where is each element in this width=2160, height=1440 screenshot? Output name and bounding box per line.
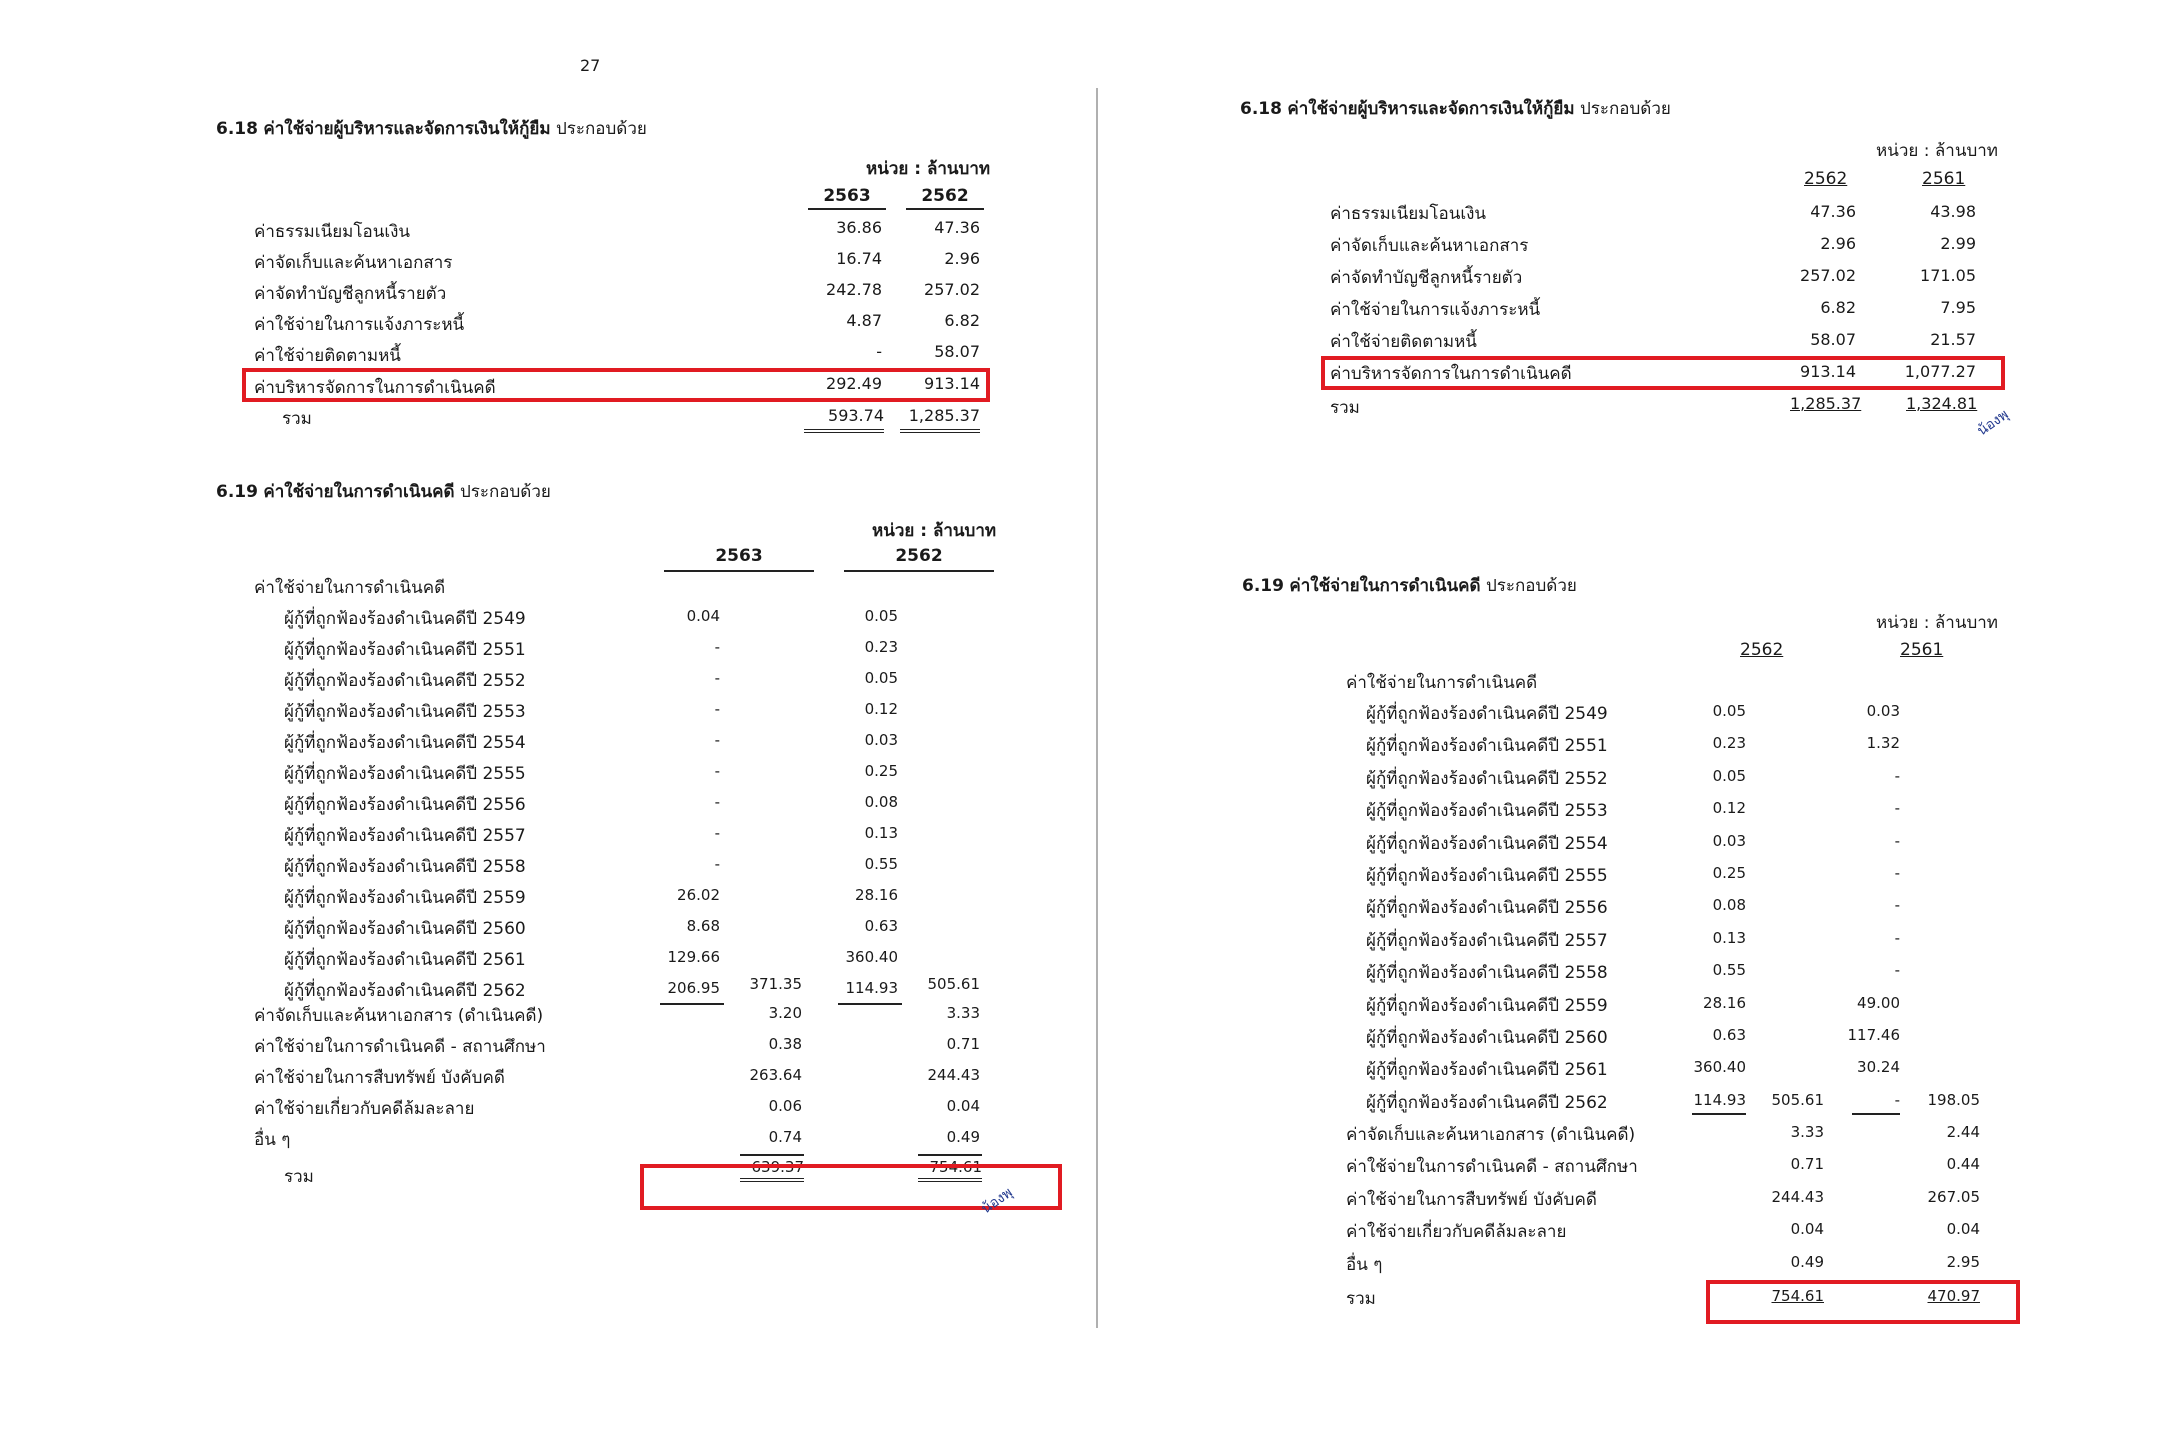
table-cell-2563: 4.87 (846, 311, 882, 330)
table-cell-2561: 21.57 (1930, 330, 1976, 349)
subtotal-underline (1852, 1113, 1900, 1115)
sub-cell-2563: 206.95 (667, 979, 720, 997)
table-cell-2563: 16.74 (836, 249, 882, 268)
handwritten-signature: น้องพุ (1974, 406, 2012, 440)
sub-cell-2562: 0.12 (1712, 799, 1746, 818)
column-header-2562: 2562 (844, 546, 994, 572)
table-row-label: ค่าใช้จ่ายในการแจ้งภาระหนี้ (1330, 300, 1541, 320)
sub-cell-2561: 117.46 (1847, 1026, 1900, 1044)
sub-row-label: ผู้กู้ที่ถูกฟ้องร้องดำเนินคดีปี 2558 (284, 857, 526, 877)
table-row-label: ค่าใช้จ่ายติดตามหนี้ (254, 346, 401, 366)
table-row-label: ค่าจัดเก็บและค้นหาเอกสาร (ดำเนินคดี) (254, 1006, 544, 1026)
sub-cell-2562: 0.25 (1712, 864, 1746, 882)
table-row-label: ค่าใช้จ่ายในการดำเนินคดี - สถานศึกษา (1346, 1157, 1638, 1178)
sub-row-label: ผู้กู้ที่ถูกฟ้องร้องดำเนินคดีปี 2559 (1366, 995, 1608, 1016)
sub-cell-2563: 8.68 (686, 917, 720, 935)
sub-row-label: ผู้กู้ที่ถูกฟ้องร้องดำเนินคดีปี 2562 (284, 981, 526, 1001)
table-cell-2563: 0.74 (768, 1128, 802, 1146)
section-6-18-title (216, 115, 647, 142)
sub-cell-2563: - (714, 762, 720, 780)
sub-cell-2563: - (714, 824, 720, 842)
table-cell-2562: 244.43 (1771, 1187, 1824, 1206)
subtotal-underline (1692, 1113, 1746, 1115)
sub-cell-2562: 0.25 (864, 762, 898, 780)
table-cell-2563: 3.20 (768, 1004, 802, 1022)
sub-cell-2562: 0.08 (864, 793, 898, 811)
column-header-2561: 2561 (1900, 640, 1944, 660)
highlight-box-6-18-left (242, 368, 990, 402)
sub-row-label: ผู้กู้ที่ถูกฟ้องร้องดำเนินคดีปี 2560 (1366, 1028, 1608, 1048)
sub-cell-2562: 360.40 (1693, 1058, 1746, 1077)
table-cell-2562: 0.04 (1790, 1220, 1824, 1239)
table-cell-2563: 0.06 (768, 1097, 802, 1115)
table-cell-2563: 292.49 (826, 374, 882, 393)
sub-cell-2562: 0.23 (1712, 734, 1746, 753)
table-row-label: ค่าจัดเก็บและค้นหาเอกสาร (254, 253, 453, 273)
total-label: รวม (282, 409, 312, 429)
sub-row-label: ผู้กู้ที่ถูกฟ้องร้องดำเนินคดีปี 2559 (284, 888, 526, 908)
sub-row-label: ผู้กู้ที่ถูกฟ้องร้องดำเนินคดีปี 2549 (1366, 704, 1608, 724)
sub-cell-2561: - (1894, 896, 1900, 915)
column-header-2562: 2562 (1804, 169, 1848, 189)
section-heading: ค่าใช้จ่ายผู้บริหารและจัดการเงินให้กู้ยืม (1287, 99, 1575, 119)
table-cell-2562: 6.82 (944, 311, 980, 330)
section-suffix: ประกอบด้วย (1579, 99, 1671, 119)
table-cell-2561: 2.99 (1940, 234, 1976, 253)
sub-cell-2562: 0.13 (864, 824, 898, 842)
table-cell-2561: 171.05 (1920, 266, 1976, 285)
table-cell-2562: 913.14 (1800, 362, 1856, 381)
sub-cell-2561: - (1894, 1090, 1900, 1109)
sub-row-label: ผู้กู้ที่ถูกฟ้องร้องดำเนินคดีปี 2554 (284, 733, 526, 753)
total-2563: 593.74 (804, 400, 884, 433)
sub-row-label: ผู้กู้ที่ถูกฟ้องร้องดำเนินคดีปี 2561 (1366, 1060, 1608, 1081)
sub-row-label: ผู้กู้ที่ถูกฟ้องร้องดำเนินคดีปี 2551 (284, 640, 526, 660)
sub-row-label: ผู้กู้ที่ถูกฟ้องร้องดำเนินคดีปี 2549 (284, 609, 526, 629)
section-suffix: ประกอบด้วย (555, 119, 647, 139)
sub-cell-2561: - (1894, 864, 1900, 882)
table-row-label: อื่น ๆ (1346, 1254, 1383, 1275)
page-number: 27 (580, 56, 601, 75)
sub-cell-2562: 360.40 (845, 948, 898, 966)
highlight-box-6-19-right (1706, 1280, 2020, 1324)
sub-cell-2562: 0.55 (1712, 961, 1746, 980)
table-cell-2563: 263.64 (749, 1066, 802, 1084)
sub-row-label: ผู้กู้ที่ถูกฟ้องร้องดำเนินคดีปี 2551 (1366, 736, 1608, 757)
table-row-label: ค่าจัดเก็บและค้นหาเอกสาร (ดำเนินคดี) (1346, 1125, 1636, 1145)
subtotal-2562: 505.61 (927, 975, 980, 993)
subtotal-2563: 371.35 (749, 975, 802, 993)
table-cell-2562: 913.14 (924, 374, 980, 393)
sub-cell-2563: - (714, 855, 720, 873)
section-suffix: ประกอบด้วย (1485, 576, 1577, 596)
page-divider (1096, 88, 1098, 1328)
sub-row-label: ผู้กู้ที่ถูกฟ้องร้องดำเนินคดีปี 2556 (1366, 898, 1608, 919)
total-2561: 1,324.81 (1906, 394, 1978, 413)
sub-cell-2561: - (1894, 928, 1900, 947)
table-row-label: ค่าใช้จ่ายเกี่ยวกับคดีล้มละลาย (254, 1099, 475, 1119)
subtotal-2561: 198.05 (1927, 1090, 1980, 1109)
sub-row-label: ผู้กู้ที่ถูกฟ้องร้องดำเนินคดีปี 2552 (284, 671, 526, 691)
sub-row-label: ผู้กู้ที่ถูกฟ้องร้องดำเนินคดีปี 2558 (1366, 963, 1608, 984)
table-cell-2562: 3.33 (1790, 1123, 1824, 1141)
sub-cell-2562: 28.16 (1703, 993, 1746, 1012)
section-6-19-title (1242, 572, 1577, 599)
total-2562: 1,285.37 (900, 400, 980, 433)
sub-row-label: ผู้กู้ที่ถูกฟ้องร้องดำเนินคดีปี 2557 (1366, 930, 1608, 951)
sub-cell-2562: 0.05 (1712, 766, 1746, 785)
table-row-label: ค่าจัดทำบัญชีลูกหนี้รายตัว (254, 284, 447, 304)
section-heading: ค่าใช้จ่ายผู้บริหารและจัดการเงินให้กู้ยืม (263, 119, 551, 139)
sub-row-label: ผู้กู้ที่ถูกฟ้องร้องดำเนินคดีปี 2553 (1366, 801, 1608, 822)
sub-cell-2561: 0.03 (1866, 702, 1900, 720)
sub-row-label: ผู้กู้ที่ถูกฟ้องร้องดำเนินคดีปี 2560 (284, 919, 526, 939)
sub-row-label: ผู้กู้ที่ถูกฟ้องร้องดำเนินคดีปี 2554 (1366, 833, 1608, 854)
table-row-label: ค่าจัดเก็บและค้นหาเอกสาร (1330, 236, 1529, 256)
subtotal-2562: 505.61 (1771, 1090, 1824, 1109)
sub-row-label: ผู้กู้ที่ถูกฟ้องร้องดำเนินคดีปี 2562 (1366, 1092, 1608, 1113)
table-cell-2562: 3.33 (946, 1004, 980, 1022)
sub-cell-2563: - (714, 793, 720, 811)
sub-cell-2563: 0.04 (686, 607, 720, 625)
subtotal-underline (838, 1003, 902, 1005)
sub-cell-2561: - (1894, 799, 1900, 818)
table-row-label: ค่าใช้จ่ายในการแจ้งภาระหนี้ (254, 315, 465, 335)
column-header-2563: 2563 (664, 546, 814, 572)
subtotal-underline (660, 1003, 724, 1005)
sub-cell-2562: 0.05 (864, 669, 898, 687)
sub-row-label: ผู้กู้ที่ถูกฟ้องร้องดำเนินคดีปี 2556 (284, 795, 526, 815)
table-cell-2562: 0.49 (1790, 1252, 1824, 1271)
table-row-label: ค่าใช้จ่ายในการดำเนินคดี - สถานศึกษา (254, 1037, 546, 1057)
sub-cell-2563: - (714, 700, 720, 718)
sub-cell-2562: 28.16 (855, 886, 898, 904)
sub-cell-2562: 0.08 (1712, 896, 1746, 915)
table-row-label: ค่าบริหารจัดการในการดำเนินคดี (254, 378, 496, 398)
total-label: รวม (284, 1167, 314, 1187)
section-number: 6.19 (216, 482, 258, 502)
sub-cell-2562: 0.63 (1712, 1026, 1746, 1044)
sub-cell-2562: 0.55 (864, 855, 898, 873)
table-cell-2562: 0.71 (946, 1035, 980, 1053)
total-label: รวม (1330, 398, 1360, 418)
total-2562: 754.61 (918, 1154, 982, 1182)
total-2561: 470.97 (1927, 1287, 1980, 1305)
table-cell-2563: 0.38 (768, 1035, 802, 1053)
sub-cell-2561: 49.00 (1857, 993, 1900, 1012)
sub-cell-2562: 0.03 (1712, 831, 1746, 850)
unit-label: หน่วย : ล้านบาท (1876, 141, 1998, 161)
table-cell-2562: 2.96 (944, 249, 980, 268)
section-number: 6.18 (1240, 99, 1282, 119)
sub-cell-2562: 0.05 (864, 607, 898, 625)
column-header-2561: 2561 (1922, 169, 1966, 189)
table-cell-2561: 43.98 (1930, 202, 1976, 221)
table-cell-2562: 0.71 (1790, 1155, 1824, 1174)
table-cell-2562: 257.02 (924, 280, 980, 299)
sub-cell-2562: 0.12 (864, 700, 898, 718)
sub-cell-2562: 114.93 (1693, 1090, 1746, 1109)
table-cell-2562: 0.04 (946, 1097, 980, 1115)
section-6-19-title (216, 478, 551, 505)
total-2562: 754.61 (1771, 1287, 1824, 1305)
table-row-label: ค่าบริหารจัดการในการดำเนินคดี (1330, 364, 1572, 384)
sub-row-label: ผู้กู้ที่ถูกฟ้องร้องดำเนินคดีปี 2552 (1366, 768, 1608, 789)
total-2563: 639.37 (740, 1154, 804, 1182)
table-row-label: อื่น ๆ (254, 1130, 291, 1150)
sub-cell-2561: 1.32 (1866, 734, 1900, 753)
table-row-label: ค่าจัดทำบัญชีลูกหนี้รายตัว (1330, 268, 1523, 288)
column-header-2563: 2563 (808, 186, 886, 210)
table-cell-2561: 0.44 (1946, 1155, 1980, 1174)
group-label: ค่าใช้จ่ายในการดำเนินคดี (254, 578, 446, 598)
table-cell-2562: 58.07 (1810, 330, 1856, 349)
sub-row-label: ผู้กู้ที่ถูกฟ้องร้องดำเนินคดีปี 2557 (284, 826, 526, 846)
sub-cell-2561: - (1894, 766, 1900, 785)
table-cell-2561: 1,077.27 (1904, 362, 1976, 381)
table-row-label: ค่าใช้จ่ายติดตามหนี้ (1330, 332, 1477, 352)
sub-cell-2563: 129.66 (667, 948, 720, 966)
sub-cell-2561: 30.24 (1857, 1058, 1900, 1077)
table-cell-2562: 58.07 (934, 342, 980, 361)
sub-cell-2562: 0.05 (1712, 702, 1746, 720)
table-cell-2561: 2.95 (1946, 1252, 1980, 1271)
table-row-label: ค่าใช้จ่ายในการสืบทรัพย์ บังคับคดี (1346, 1189, 1597, 1210)
sub-cell-2562: 0.63 (864, 917, 898, 935)
section-number: 6.19 (1242, 576, 1284, 596)
table-row-label: ค่าธรรมเนียมโอนเงิน (254, 222, 411, 242)
table-cell-2563: 36.86 (836, 218, 882, 237)
sub-cell-2562: 0.13 (1712, 928, 1746, 947)
handwritten-signature: น้องพุ (978, 1184, 1016, 1218)
table-cell-2561: 2.44 (1946, 1123, 1980, 1141)
table-cell-2562: 47.36 (1810, 202, 1856, 221)
sub-cell-2563: - (714, 731, 720, 749)
table-cell-2563: - (876, 342, 882, 361)
sub-row-label: ผู้กู้ที่ถูกฟ้องร้องดำเนินคดีปี 2555 (284, 764, 526, 784)
section-number: 6.18 (216, 119, 258, 139)
total-label: รวม (1346, 1289, 1376, 1309)
sub-cell-2563: 26.02 (677, 886, 720, 904)
column-header-2562: 2562 (906, 186, 984, 210)
sub-row-label: ผู้กู้ที่ถูกฟ้องร้องดำเนินคดีปี 2553 (284, 702, 526, 722)
highlight-box-6-18-right (1321, 356, 2005, 390)
table-cell-2562: 257.02 (1800, 266, 1856, 285)
section-6-18-title (1240, 95, 1671, 122)
sub-cell-2563: - (714, 638, 720, 656)
sub-row-label: ผู้กู้ที่ถูกฟ้องร้องดำเนินคดีปี 2555 (1366, 866, 1608, 886)
sub-cell-2562: 0.03 (864, 731, 898, 749)
sub-cell-2561: - (1894, 961, 1900, 980)
table-cell-2562: 0.49 (946, 1128, 980, 1146)
total-2562: 1,285.37 (1790, 394, 1862, 413)
unit-label: หน่วย : ล้านบาท (1876, 613, 1998, 633)
group-label: ค่าใช้จ่ายในการดำเนินคดี (1346, 673, 1538, 693)
table-row-label: ค่าใช้จ่ายในการสืบทรัพย์ บังคับคดี (254, 1068, 505, 1088)
sub-row-label: ผู้กู้ที่ถูกฟ้องร้องดำเนินคดีปี 2561 (284, 950, 526, 970)
table-cell-2562: 47.36 (934, 218, 980, 237)
table-cell-2562: 2.96 (1820, 234, 1856, 253)
table-row-label: ค่าใช้จ่ายเกี่ยวกับคดีล้มละลาย (1346, 1222, 1567, 1243)
column-header-2562: 2562 (1740, 640, 1784, 660)
section-heading: ค่าใช้จ่ายในการดำเนินคดี (1289, 576, 1481, 596)
sub-cell-2561: - (1894, 831, 1900, 850)
table-cell-2562: 6.82 (1820, 298, 1856, 317)
table-cell-2562: 244.43 (927, 1066, 980, 1084)
sub-cell-2562: 0.23 (864, 638, 898, 656)
section-suffix: ประกอบด้วย (459, 482, 551, 502)
unit-label: หน่วย : ล้านบาท (866, 159, 991, 179)
unit-label: หน่วย : ล้านบาท (872, 521, 997, 541)
sub-cell-2563: - (714, 669, 720, 687)
table-row-label: ค่าธรรมเนียมโอนเงิน (1330, 204, 1487, 224)
table-cell-2561: 0.04 (1946, 1220, 1980, 1239)
section-heading: ค่าใช้จ่ายในการดำเนินคดี (263, 482, 455, 502)
table-cell-2563: 242.78 (826, 280, 882, 299)
sub-cell-2562: 114.93 (845, 979, 898, 997)
table-cell-2561: 267.05 (1927, 1187, 1980, 1206)
table-cell-2561: 7.95 (1940, 298, 1976, 317)
